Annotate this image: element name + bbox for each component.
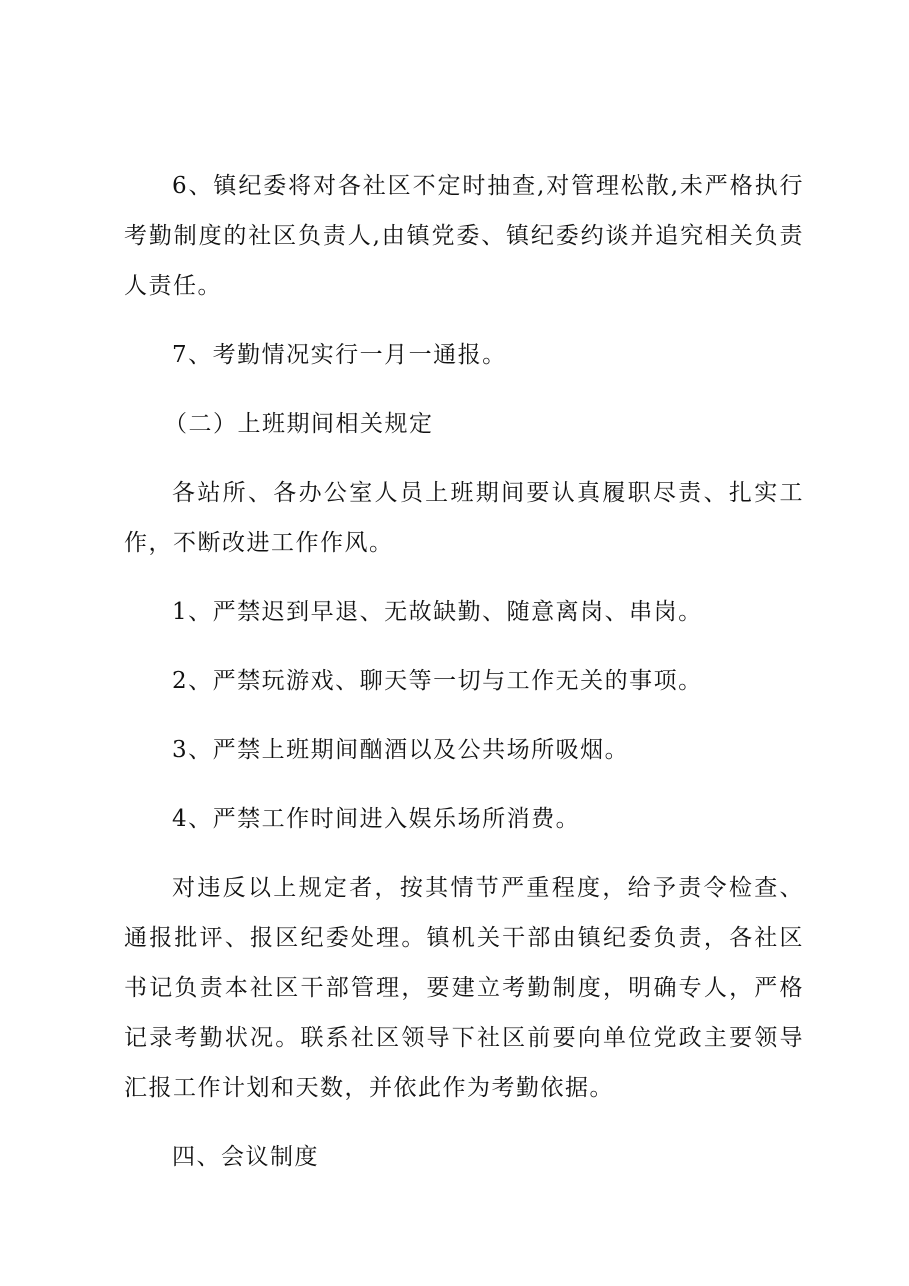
rule-item-3: 3、严禁上班期间酗酒以及公共场所吸烟。 [172,737,630,763]
rule-item-2: 2、严禁玩游戏、聊天等一切与工作无关的事项。 [172,668,703,694]
rule-item-1: 1、严禁迟到早退、无故缺勤、随意离岗、串岗。 [172,599,703,625]
paragraph-item-7: 7、考勤情况实行一月一通报。 [172,342,507,368]
section-heading-meeting-system: 四、会议制度 [172,1144,319,1170]
paragraph-intro: 各站所、各办公室人员上班期间要认真履职尽责、扎实工作，不断改进工作作风。 [124,480,804,556]
rule-item-4: 4、严禁工作时间进入娱乐场所消费。 [172,806,581,832]
paragraph-violations: 对违反以上规定者，按其情节严重程度，给予责令检查、通报批评、报区纪委处理。镇机关干部由镇纪委负责，各社区书记负责本社区干部管理，要建立考勤制度，明确专人，严格记录考勤状况。联系社区领导下社区前要向单位党政主要领导汇报工作计划和天数，并依此作为考勤依据。 [124,875,804,1101]
section-heading-work-hours-rules: （二）上班期间相关规定 [164,411,434,437]
paragraph-item-6: 6、镇纪委将对各社区不定时抽查,对管理松散,未严格执行考勤制度的社区负责人,由镇党委、镇纪委约谈并追究相关负责人责任。 [124,173,804,299]
document-body [124,161,804,1182]
